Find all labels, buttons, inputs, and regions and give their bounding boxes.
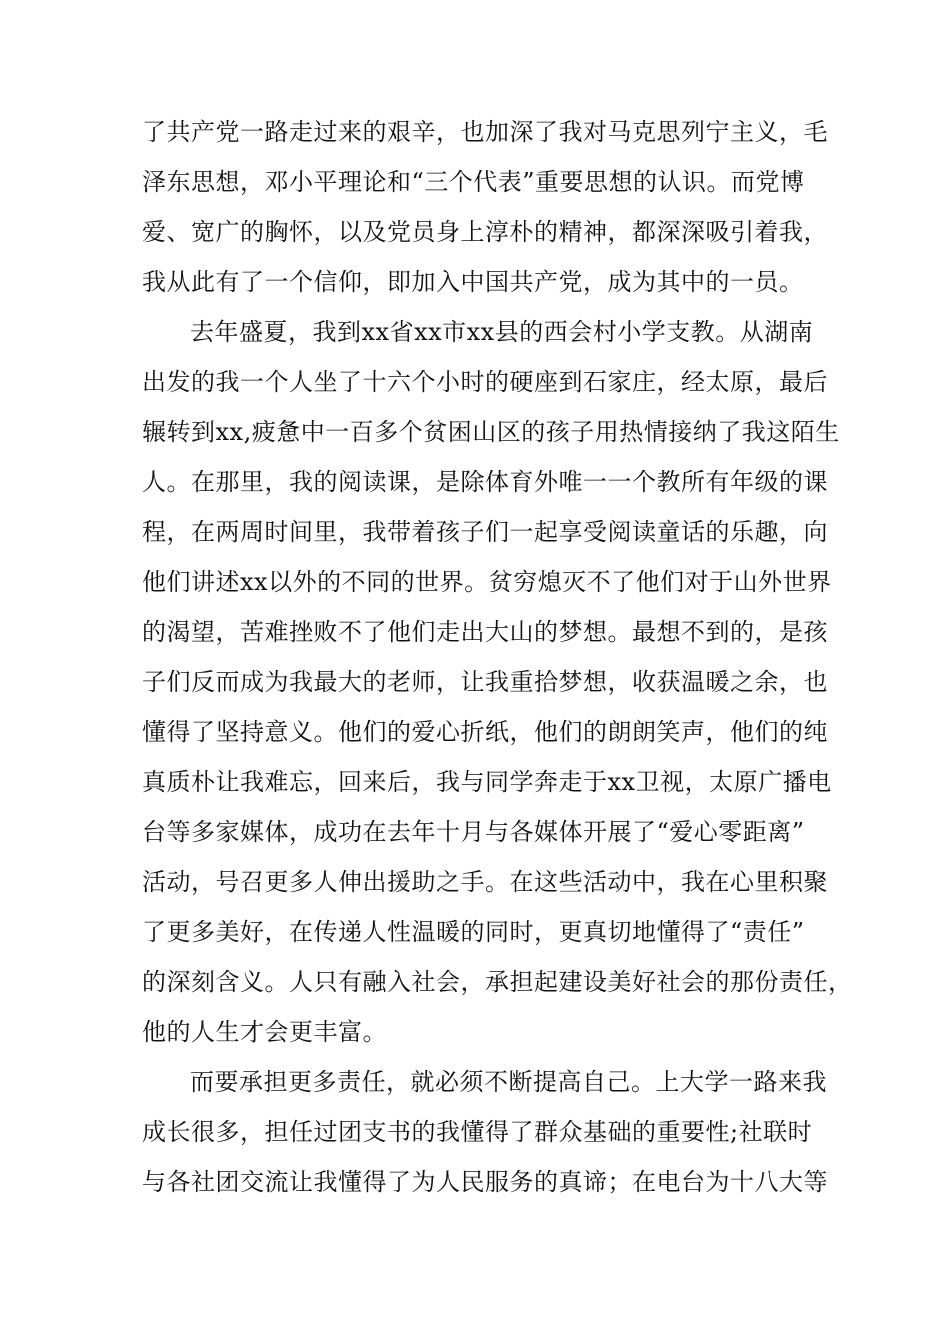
- text-line: 人。在那里，我的阅读课，是除体育外唯一一个教所有年级的课: [142, 468, 828, 496]
- text-line: 我从此有了一个信仰，即加入中国共产党，成为其中的一员。: [142, 268, 804, 296]
- text-line: 活动，号召更多人伸出援助之手。在这些活动中，我在心里积聚: [142, 868, 828, 896]
- text-line: 出发的我一个人坐了十六个小时的硬座到石家庄，经太原，最后: [142, 368, 828, 396]
- text-line: 懂得了坚持意义。他们的爱心折纸，他们的朗朗笑声，他们的纯: [142, 718, 828, 746]
- text-line: 台等多家媒体，成功在去年十月与各媒体开展了“爱心零距离”: [142, 818, 805, 846]
- text-line: 真质朴让我难忘，回来后，我与同学奔走于xx卫视，太原广播电: [142, 768, 832, 796]
- text-line: 成长很多，担任过团支书的我懂得了群众基础的重要性;社联时: [142, 1118, 813, 1146]
- text-line: 爱、宽广的胸怀，以及党员身上淳朴的精神，都深深吸引着我，: [142, 218, 828, 246]
- text-line: 的渴望，苦难挫败不了他们走出大山的梦想。最想不到的，是孩: [142, 618, 828, 646]
- paragraph-start-line: 去年盛夏，我到xx省xx市xx县的西会村小学支教。从湖南: [190, 318, 814, 346]
- text-line: 了更多美好，在传递人性温暖的同时，更真切地懂得了“责任”: [142, 918, 805, 946]
- paragraph-start-line: 而要承担更多责任，就必须不断提高自己。上大学一路来我: [190, 1068, 827, 1096]
- text-line: 他的人生才会更丰富。: [142, 1018, 387, 1046]
- text-line: 了共产党一路走过来的艰辛，也加深了我对马克思列宁主义，毛: [142, 118, 828, 146]
- text-line: 泽东思想，邓小平理论和“三个代表”重要思想的认识。而党博: [142, 168, 805, 196]
- text-line: 子们反而成为我最大的老师，让我重拾梦想，收获温暖之余，也: [142, 668, 828, 696]
- text-line: 辗转到xx,疲惫中一百多个贫困山区的孩子用热情接纳了我这陌生: [142, 418, 840, 446]
- text-line: 程，在两周时间里，我带着孩子们一起享受阅读童话的乐趣，向: [142, 518, 828, 546]
- text-line: 的深刻含义。人只有融入社会，承担起建设美好社会的那份责任，: [142, 968, 853, 996]
- text-line: 他们讲述xx以外的不同的世界。贫穷熄灭不了他们对于山外世界: [142, 568, 832, 596]
- text-line: 与各社团交流让我懂得了为人民服务的真谛；在电台为十八大等: [142, 1168, 828, 1196]
